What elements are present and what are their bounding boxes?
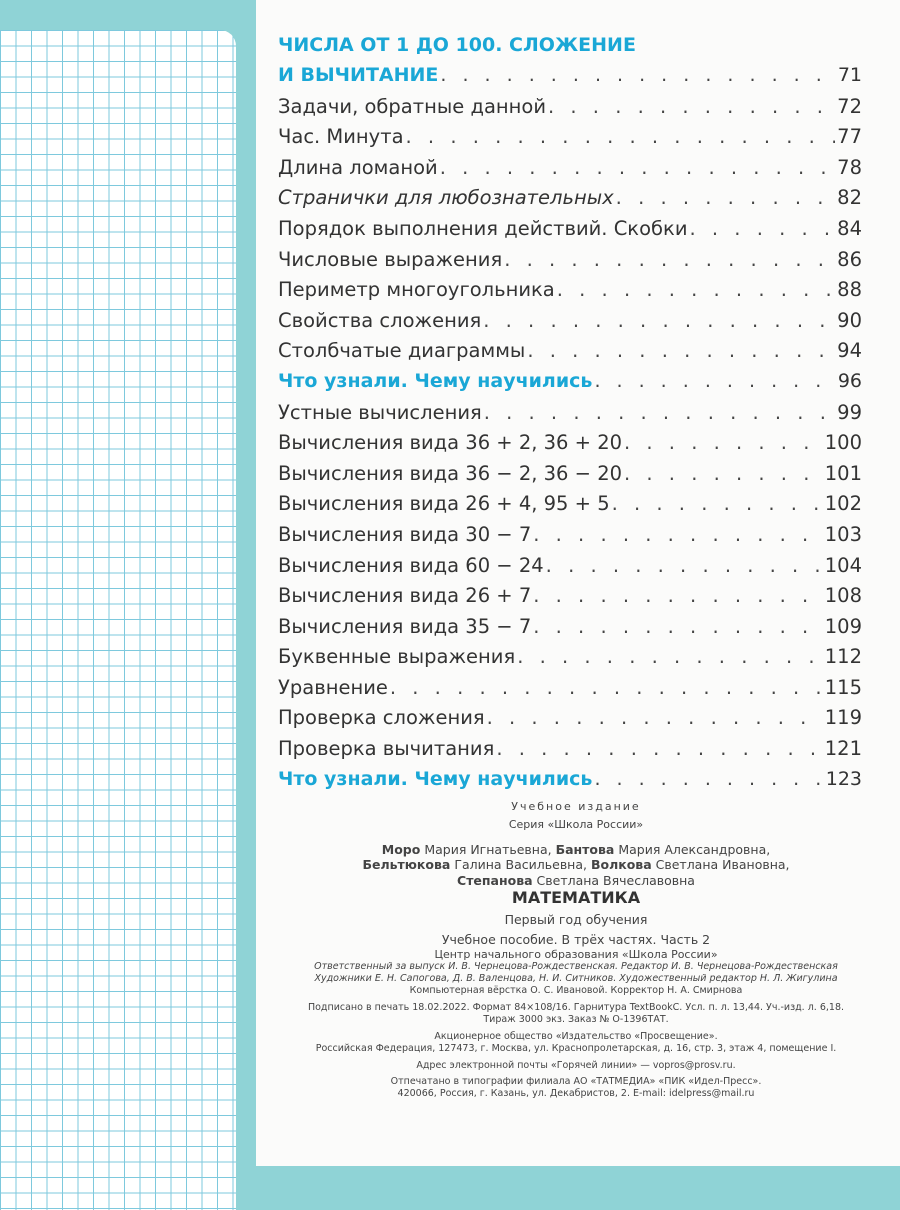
grid-paper-background bbox=[0, 30, 236, 1210]
toc-entry bbox=[278, 156, 862, 187]
toc-entry bbox=[278, 339, 862, 370]
dot-leader bbox=[487, 706, 823, 729]
toc-entry-title: Вычисления вида 36 − 2, 36 − 20 bbox=[278, 461, 623, 485]
toc-entry-page: 72 bbox=[837, 94, 862, 118]
toc-entry-title: Странички для любознательных bbox=[278, 186, 614, 210]
toc-entry-title: Вычисления вида 60 − 24 bbox=[278, 553, 544, 577]
toc-entry bbox=[278, 186, 862, 217]
toc-entry-page: 90 bbox=[837, 308, 862, 332]
toc-section-title-line2: И ВЫЧИТАНИЕ . . . 71 bbox=[278, 64, 862, 95]
toc-entry bbox=[278, 462, 862, 493]
toc-entry-title: Буквенные выражения bbox=[278, 645, 516, 669]
toc-entry-page: 101 bbox=[824, 461, 862, 485]
toc-entry-title: Уравнение bbox=[278, 675, 388, 699]
toc-entry-title: Проверка сложения bbox=[278, 706, 485, 730]
toc-entry-title: Что узнали. Чему научились bbox=[278, 369, 593, 392]
toc-entry-page: 119 bbox=[824, 706, 862, 730]
toc-entry-page: 86 bbox=[837, 247, 862, 271]
book-page bbox=[256, 0, 900, 1166]
toc-entry-page: 123 bbox=[825, 767, 862, 790]
dot-leader bbox=[548, 95, 835, 118]
toc-entry bbox=[278, 768, 862, 799]
toc-entry-title: Задачи, обратные данной bbox=[278, 94, 546, 118]
dot-leader bbox=[624, 431, 823, 454]
toc-entry-page: 82 bbox=[837, 186, 862, 210]
toc-entry-page: 99 bbox=[837, 400, 862, 424]
toc-entry bbox=[278, 95, 862, 126]
dot-leader bbox=[390, 676, 823, 699]
toc-entry-title: Проверка вычитания bbox=[278, 737, 495, 761]
dot-leader bbox=[483, 309, 835, 332]
toc-entry bbox=[278, 584, 862, 615]
toc-entry-page: 121 bbox=[824, 737, 862, 761]
toc-entry bbox=[278, 125, 862, 156]
dot-leader bbox=[546, 554, 823, 577]
dot-leader bbox=[533, 584, 823, 607]
dot-leader bbox=[440, 156, 835, 179]
toc-entry-page: 104 bbox=[824, 553, 862, 577]
dot-leader bbox=[557, 278, 835, 301]
toc-entry-title: Порядок выполнения действий. Скобки bbox=[278, 216, 688, 240]
dot-leader bbox=[533, 615, 823, 638]
toc-entry bbox=[278, 615, 862, 646]
dot-leader bbox=[624, 462, 823, 485]
book-title: МАТЕМАТИКА bbox=[511, 888, 641, 908]
toc-entry-title: Вычисления вида 26 + 7 bbox=[278, 584, 532, 608]
toc-section-title: ЧИСЛА ОТ 1 ДО 100. СЛОЖЕНИЕ bbox=[278, 34, 636, 56]
toc-entry-page: 103 bbox=[824, 522, 862, 546]
toc-entry-page: 100 bbox=[824, 431, 862, 455]
toc-entry-title: Числовые выражения bbox=[278, 247, 503, 271]
authors: Моро Мария Игнатьевна, Бантова Мария Александровна, Бельтюкова Галина Васильевна, Волкова Светлана Ивановна, Степанова Светлана Вячеславовна bbox=[362, 841, 790, 888]
dot-leader bbox=[517, 645, 823, 668]
toc-entry-title: Столбчатые диаграммы bbox=[278, 339, 526, 363]
toc-entry-page: 88 bbox=[837, 278, 862, 302]
toc-entry-title: Вычисления вида 30 − 7 bbox=[278, 522, 532, 546]
toc-entry-page: 84 bbox=[837, 216, 862, 240]
toc-entry-title: Что узнали. Чему научились bbox=[278, 767, 593, 790]
dot-leader bbox=[484, 401, 835, 424]
toc-entry bbox=[278, 706, 862, 737]
dot-leader bbox=[612, 492, 823, 515]
dot-leader bbox=[406, 125, 836, 148]
toc-entry bbox=[278, 278, 862, 309]
toc-entry-title: Длина ломаной bbox=[278, 155, 438, 179]
toc-entry bbox=[278, 676, 862, 707]
dot-leader bbox=[690, 217, 836, 240]
toc-entry bbox=[278, 523, 862, 554]
toc-entry-title: Свойства сложения bbox=[278, 308, 482, 332]
toc-entry-page: 94 bbox=[837, 339, 862, 363]
dot-leader bbox=[533, 523, 823, 546]
toc-entry bbox=[278, 431, 862, 462]
dot-leader bbox=[594, 768, 823, 790]
toc-entry-page: 109 bbox=[824, 614, 862, 638]
toc-entry-title: Устные вычисления bbox=[278, 400, 482, 424]
toc-entry bbox=[278, 737, 862, 768]
imprint: Учебное издание Серия «Школа России» Моро Мария Игнатьевна, Бантова Мария Александровна, Бельтюкова Галина Васильевна, Волкова Светлана Ивановна, Степанова Светлана Вячеславовна МАТЕМАТИКА Первый год обучения Учебное пособие. В трёх частях. Часть 2 Центр начального образования «Школа России» Ответственный за выпуск И. В. Чернецова-Рождественская. Редактор И. В. Чернецова-Рождественская Художники Е. Н. Сапогова, Д. В. Валенцова, Н. И. Ситников. Художественный редактор Н. Л. Жигулина Компьютерная вёрстка О. С. Ивановой. Корректор Н. А. Смирнова Подписано в печать 18.02.2022. Формат 84×108/16. Гарнитура TextBookC. Усл. п. л. 13,44. Уч.-изд. л. 6,18. Тираж 3000 экз. Заказ № О-1396ТАТ. Акционерное общество «Издательство «Просвещение». Российская Федерация, 127473, г. Москва, ул. Краснопролетарская, д. 16, стр. 3, этаж 4, помещение I. Адрес электронной почты «Горячей линии» — vopros@prosv.ru. Отпечатано в типографии филиала АО «ТАТМЕДИА» «ПИК «Идел-Пресс». 420066, Россия, г. Казань, ул. Декабристов, 2. E-mail: idelpress@mail.ru bbox=[296, 800, 856, 1100]
toc-entry bbox=[278, 554, 862, 585]
dot-leader bbox=[594, 370, 835, 392]
dot-leader bbox=[527, 339, 835, 362]
toc-entry bbox=[278, 248, 862, 279]
toc-entry bbox=[278, 217, 862, 248]
toc-entry-title: Вычисления вида 26 + 4, 95 + 5 bbox=[278, 492, 610, 516]
toc-entry-page: 115 bbox=[824, 675, 862, 699]
dot-leader bbox=[616, 186, 836, 209]
toc-entry-page: 112 bbox=[824, 645, 862, 669]
toc-entry bbox=[278, 492, 862, 523]
toc-entry-title: Час. Минута bbox=[278, 125, 404, 149]
toc-entry-title: Периметр многоугольника bbox=[278, 278, 555, 302]
toc-entry-page: 78 bbox=[837, 155, 862, 179]
toc-entry bbox=[278, 370, 862, 401]
toc-entry-title: Вычисления вида 35 − 7 bbox=[278, 614, 532, 638]
table-of-contents bbox=[278, 34, 862, 798]
toc-entry bbox=[278, 645, 862, 676]
toc-entry bbox=[278, 309, 862, 340]
dot-leader bbox=[504, 248, 835, 271]
toc-entry bbox=[278, 401, 862, 432]
toc-entry-page: 96 bbox=[837, 369, 862, 392]
dot-leader bbox=[496, 737, 822, 760]
toc-entry-page: 77 bbox=[837, 125, 862, 149]
toc-entry-title: Вычисления вида 36 + 2, 36 + 20 bbox=[278, 431, 623, 455]
toc-entry-page: 108 bbox=[824, 584, 862, 608]
toc-entry-page: 102 bbox=[824, 492, 862, 516]
